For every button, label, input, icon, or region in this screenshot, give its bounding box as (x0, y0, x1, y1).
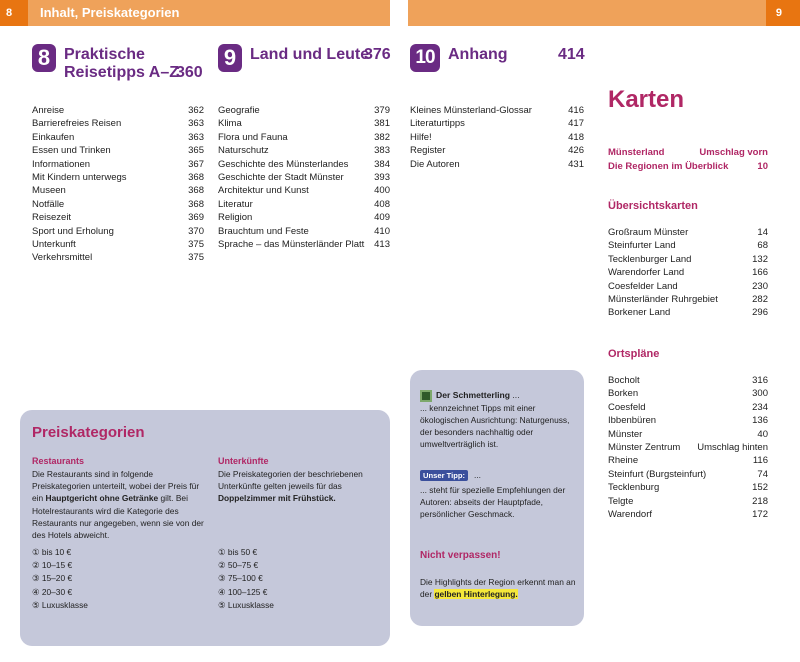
toc-entry-page: 368 (188, 185, 204, 197)
page-title: Inhalt, Preiskategorien (40, 5, 180, 20)
toc-entry-label: Warendorfer Land (608, 267, 685, 279)
toc-entry-label: Register (410, 145, 446, 157)
toc-entry[interactable] (32, 117, 204, 130)
toc-entry-label: Geschichte der Stadt Münster (218, 172, 344, 184)
toc-entry[interactable] (218, 158, 390, 171)
toc-entry-label: Mit Kindern unterwegs (32, 172, 127, 184)
unterkuenfte-text: Die Preiskategorien der beschriebenen Unterkünfte gelten jeweils für das Doppelzimmer mit Frühstück. (218, 469, 363, 504)
toc-entry[interactable] (608, 495, 768, 508)
toc-entry-page: 426 (568, 145, 584, 157)
toc-entry-label: Sprache – das Münsterländer Platt (218, 239, 365, 251)
chapter-8-entries (32, 104, 204, 265)
toc-entry-label: Geografie (218, 105, 260, 116)
toc-entry[interactable] (608, 239, 768, 252)
toc-entry-label: Steinfurter Land (608, 240, 676, 252)
toc-entry[interactable] (32, 131, 204, 144)
toc-entry-label: Bocholt (608, 375, 640, 386)
toc-entry-page: 368 (188, 198, 204, 210)
toc-entry[interactable] (218, 225, 390, 238)
toc-entry-label: Notfälle (32, 198, 65, 210)
toc-entry[interactable] (608, 468, 768, 481)
toc-entry[interactable] (608, 160, 768, 174)
toc-entry-page: 218 (752, 495, 768, 507)
toc-entry-page: 74 (757, 468, 768, 480)
unterkuenfte-price-list (218, 546, 274, 612)
toc-entry-page: 383 (374, 145, 390, 157)
chapter-9-entries (218, 104, 390, 251)
nicht-verpassen-heading: Nicht verpassen! (420, 550, 501, 561)
preiskategorien-box (20, 410, 390, 646)
toc-entry-page: 68 (757, 240, 768, 252)
toc-entry[interactable] (32, 225, 204, 238)
toc-entry-page: 365 (188, 145, 204, 157)
toc-entry-label: Anreise (32, 105, 65, 116)
toc-entry-page: 300 (752, 388, 768, 400)
chapter-10-heading[interactable] (410, 44, 584, 74)
toc-entry[interactable] (608, 253, 768, 266)
toc-entry[interactable] (608, 374, 768, 387)
karten-title: Karten (608, 86, 685, 113)
toc-entry-label: Großraum Münster (608, 227, 689, 238)
toc-entry-page: 400 (374, 185, 390, 197)
restaurant-price-list (32, 546, 88, 612)
toc-entry[interactable] (608, 280, 768, 293)
highlight-marker: gelben Hinterlegung. (434, 589, 518, 599)
toc-entry-label: Warendorf (608, 509, 652, 521)
toc-entry-page: 410 (374, 225, 390, 237)
toc-entry-label: Telgte (608, 495, 634, 507)
toc-entry-label: Coesfelder Land (608, 280, 678, 292)
toc-entry-page: 413 (374, 239, 390, 251)
toc-entry-page: 136 (752, 415, 768, 427)
toc-entry-label: Reisezeit (32, 212, 72, 224)
price-category: ⑤ Luxusklasse (218, 599, 274, 610)
toc-entry-label: Borken (608, 388, 639, 400)
price-category: ③ 15–20 € (32, 573, 73, 584)
toc-entry-page: 116 (752, 455, 768, 467)
toc-entry[interactable] (608, 428, 768, 441)
toc-entry-page: 40 (757, 428, 768, 440)
toc-entry[interactable] (32, 104, 204, 117)
toc-entry[interactable] (218, 198, 390, 211)
toc-entry-page: 282 (752, 294, 768, 306)
preiskategorien-heading: Preiskategorien (32, 424, 145, 441)
toc-entry-label: Münster Zentrum (608, 442, 681, 454)
toc-entry[interactable] (608, 414, 768, 427)
toc-entry[interactable] (218, 144, 390, 157)
toc-entry-page: 384 (374, 158, 390, 170)
toc-entry[interactable] (410, 104, 584, 117)
toc-entry-label: Münsterland (608, 147, 665, 158)
toc-entry-label: Sport und Erholung (32, 225, 114, 237)
toc-entry[interactable] (218, 211, 390, 224)
toc-entry-page: 369 (188, 212, 204, 224)
toc-entry-page: Umschlag hinten (697, 442, 768, 454)
toc-entry[interactable] (608, 226, 768, 239)
toc-entry-page: 152 (752, 482, 768, 494)
unser-tipp-badge: Unser Tipp: (420, 470, 468, 481)
butterfly-icon (420, 390, 432, 402)
toc-entry-page: 370 (188, 225, 204, 237)
toc-entry[interactable] (32, 144, 204, 157)
toc-entry-page: 417 (568, 118, 584, 130)
toc-entry-page: 375 (188, 239, 204, 251)
toc-entry[interactable] (32, 211, 204, 224)
toc-entry-label: Die Autoren (410, 158, 460, 170)
restaurants-heading: Restaurants (32, 456, 85, 466)
toc-entry[interactable] (32, 198, 204, 211)
uebersichtskarten-heading: Übersichtskarten (608, 200, 698, 212)
restaurants-text: Die Restaurants sind in folgende Preiskategorien unterteilt, wobei der Preis für ein Hauptgericht ohne Getränke gilt. Bei Hotelrestaurants wird die Kategorie des Restaurants nur angegeben, wenn sie von der des Hotels abweicht. (32, 469, 204, 541)
unterkuenfte-heading: Unterkünfte (218, 456, 269, 466)
toc-entry[interactable] (608, 266, 768, 279)
price-category: ⑤ Luxusklasse (32, 599, 88, 610)
toc-entry-label: Religion (218, 212, 253, 224)
toc-entry-label: Essen und Trinken (32, 145, 111, 157)
toc-entry-label: Tecklenburg (608, 482, 660, 494)
toc-entry[interactable] (608, 293, 768, 306)
toc-entry-label: Literaturtipps (410, 118, 465, 130)
toc-entry-label: Einkaufen (32, 131, 75, 143)
toc-entry[interactable] (32, 238, 204, 251)
toc-entry[interactable] (410, 117, 584, 130)
toc-entry-page: 363 (188, 118, 204, 130)
toc-entry[interactable] (218, 117, 390, 130)
toc-entry[interactable] (608, 306, 768, 319)
toc-entry-label: Barrierefreies Reisen (32, 118, 122, 130)
karten-top-entries (608, 146, 768, 173)
price-category: ③ 75–100 € (218, 573, 263, 584)
toc-entry-label: Literatur (218, 198, 253, 210)
toc-entry[interactable] (32, 184, 204, 197)
toc-entry-label: Kleines Münsterland-Glossar (410, 105, 532, 116)
chapter-title: Anhang (448, 46, 508, 63)
chapter-page: 376 (364, 46, 391, 63)
toc-entry[interactable] (32, 171, 204, 184)
chapter-page: 414 (558, 46, 585, 63)
toc-entry-label: Klima (218, 118, 242, 130)
toc-entry[interactable] (410, 158, 584, 171)
toc-entry-label: Tecklenburger Land (608, 253, 692, 265)
toc-entry-page: 362 (188, 105, 204, 116)
toc-entry[interactable] (608, 401, 768, 414)
toc-entry[interactable] (218, 184, 390, 197)
unser-tipp-text: ... steht für spezielle Empfehlungen der Autoren: abseits der Hauptpfade, persönlicher Geschmack. (420, 485, 566, 519)
toc-entry[interactable] (608, 387, 768, 400)
left-page-number: 8 (0, 0, 28, 26)
price-category: ① bis 10 € (32, 547, 72, 557)
toc-entry-page: 296 (752, 307, 768, 319)
toc-entry-page: 132 (752, 253, 768, 265)
toc-entry[interactable] (608, 454, 768, 467)
toc-entry[interactable] (608, 481, 768, 494)
right-page-number: 9 (766, 0, 800, 26)
toc-entry-label: Informationen (32, 158, 91, 170)
toc-entry-page: 14 (757, 227, 768, 238)
schmetterling-title: Der Schmetterling ... (436, 390, 520, 400)
toc-entry-label: Münsterländer Ruhrgebiet (608, 294, 718, 306)
toc-entry-label: Rheine (608, 455, 639, 467)
toc-entry[interactable] (218, 104, 390, 117)
toc-entry-label: Borkener Land (608, 307, 671, 319)
chapter-page: 360 (176, 64, 203, 81)
toc-entry-page: 416 (568, 105, 584, 116)
toc-entry-page: 409 (374, 212, 390, 224)
toc-entry[interactable] (410, 144, 584, 157)
price-category: ① bis 50 € (218, 547, 258, 557)
price-category: ④ 20–30 € (32, 586, 73, 597)
price-category: ② 10–15 € (32, 560, 73, 571)
toc-entry[interactable] (218, 131, 390, 144)
chapter-number-badge: 8 (32, 44, 56, 72)
chapter-8-heading[interactable] (32, 44, 204, 84)
toc-entry-label: Naturschutz (218, 145, 269, 157)
toc-entry-page: 408 (374, 198, 390, 210)
ortsplaene-heading: Ortspläne (608, 348, 660, 360)
toc-entry[interactable] (608, 508, 768, 521)
toc-entry-label: Steinfurt (Burgsteinfurt) (608, 468, 707, 480)
chapter-number-badge: 9 (218, 44, 242, 72)
uebersichtskarten-list (608, 226, 768, 320)
toc-entry-page: 379 (374, 105, 390, 116)
toc-entry-page: 418 (568, 131, 584, 143)
symbol-legend-box (410, 370, 584, 626)
toc-entry-page: 381 (374, 118, 390, 130)
toc-entry[interactable] (32, 251, 204, 264)
toc-entry-page: 393 (374, 172, 390, 184)
toc-entry-label: Ibbenbüren (608, 415, 657, 427)
toc-entry-page: 230 (752, 280, 768, 292)
toc-entry-page: 375 (188, 252, 204, 264)
chapter-number-badge: 10 (410, 44, 440, 72)
toc-entry-page: 367 (188, 158, 204, 170)
toc-entry-page: Umschlag vorn (699, 147, 768, 158)
toc-entry[interactable] (608, 146, 768, 160)
chapter-title: Praktische Reisetipps A–Z (64, 46, 179, 81)
toc-entry-label: Museen (32, 185, 66, 197)
toc-entry[interactable] (32, 158, 204, 171)
toc-entry-page: 363 (188, 131, 204, 143)
highlights-text: Die Highlights der Region erkennt man an der gelben Hinterlegung. (420, 577, 576, 599)
toc-entry-label: Verkehrsmittel (32, 252, 93, 264)
toc-entry[interactable] (608, 441, 768, 454)
toc-entry-page: 234 (752, 401, 768, 413)
price-category: ④ 100–125 € (218, 586, 268, 597)
toc-entry-page: 368 (188, 172, 204, 184)
toc-entry[interactable] (218, 238, 390, 251)
schmetterling-text: ... kennzeichnet Tipps mit einer ökologischen Ausrichtung: Naturgenuss, der besonders nachhaltig oder umweltverträglich ist. (420, 403, 570, 449)
price-category: ② 50–75 € (218, 560, 259, 571)
toc-entry-label: Die Regionen im Überblick (608, 160, 729, 172)
unser-tipp-suffix: ... (474, 470, 481, 480)
toc-entry[interactable] (410, 131, 584, 144)
ortsplaene-list (608, 374, 768, 521)
toc-entry-label: Brauchtum und Feste (218, 225, 309, 237)
page-header (0, 0, 800, 26)
toc-entry-label: Münster (608, 428, 643, 440)
chapter-9-heading[interactable] (218, 44, 390, 74)
toc-entry-page: 166 (752, 267, 768, 279)
toc-entry-page: 10 (757, 160, 768, 172)
toc-entry[interactable] (218, 171, 390, 184)
toc-entry-label: Flora und Fauna (218, 131, 288, 143)
chapter-title: Land und Leute (250, 46, 370, 63)
toc-entry-page: 382 (374, 131, 390, 143)
toc-entry-page: 172 (752, 509, 768, 521)
toc-entry-page: 316 (752, 375, 768, 386)
toc-entry-page: 431 (568, 158, 584, 170)
toc-entry-label: Architektur und Kunst (218, 185, 309, 197)
toc-entry-label: Unterkunft (32, 239, 76, 251)
toc-entry-label: Hilfe! (410, 131, 432, 143)
chapter-10-entries (410, 104, 584, 171)
toc-entry-label: Geschichte des Münsterlandes (218, 158, 349, 170)
toc-entry-label: Coesfeld (608, 401, 646, 413)
